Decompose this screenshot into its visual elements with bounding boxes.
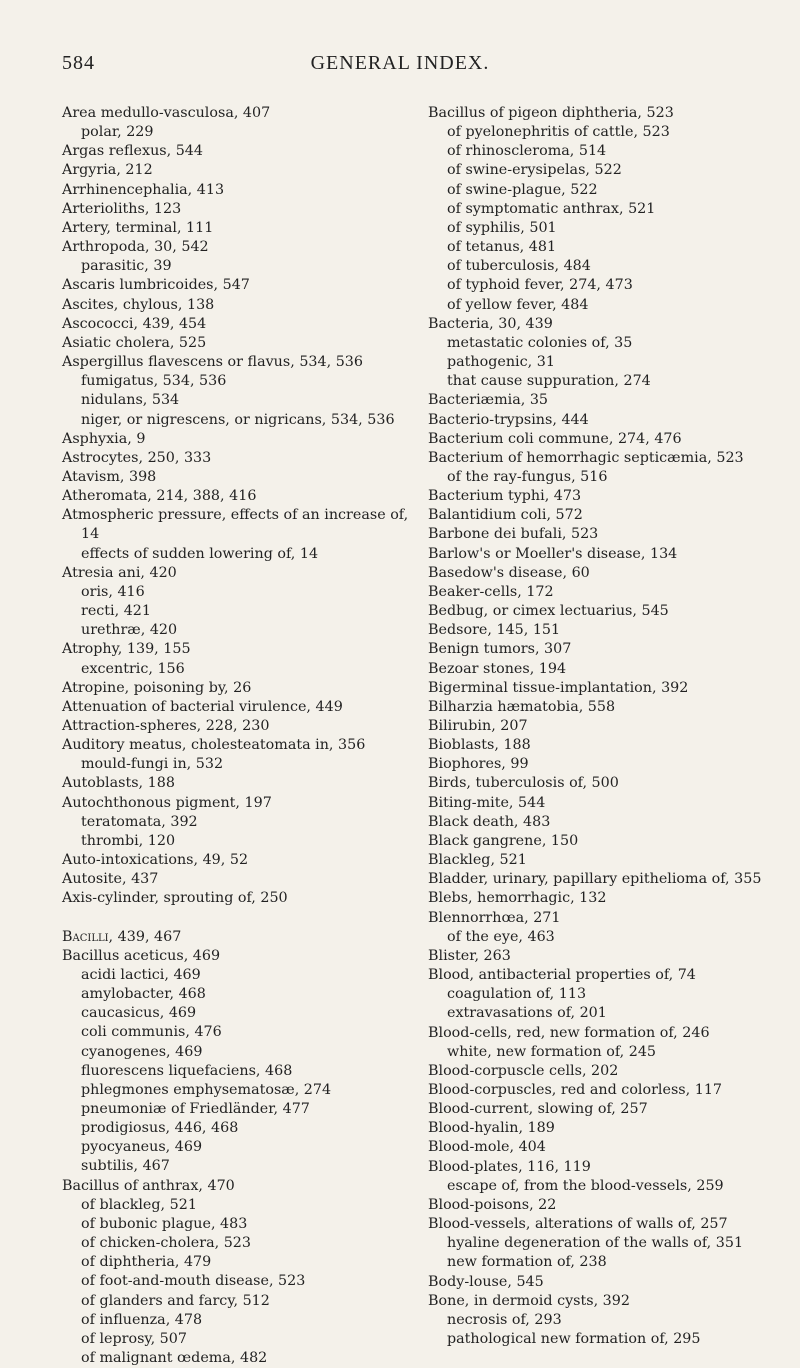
index-entry: Argas reflexus, 544 <box>62 143 203 160</box>
index-subentry: pathological new formation of, 295 <box>447 1331 701 1347</box>
index-entry: Blood-current, slowing of, 257 <box>428 1101 648 1118</box>
index-entry: Blood-poisons, 22 <box>428 1196 557 1213</box>
index-entry: Bacterio-trypsins, 444 <box>428 411 589 428</box>
index-entry: Benign tumors, 307 <box>428 641 572 658</box>
index-entry: Artery, terminal, 111 <box>62 219 214 236</box>
index-entry: Bilirubin, 207 <box>428 718 528 734</box>
index-entry: Body-louse, 545 <box>428 1273 544 1290</box>
index-entry: Blood-corpuscles, red and colorless, 117 <box>428 1081 723 1098</box>
index-subentry: of blackleg, 521 <box>81 1196 197 1213</box>
index-subentry: effects of sudden lowering of, 14 <box>81 545 319 562</box>
index-subentry: oris, 416 <box>81 583 145 600</box>
index-entry: Bone, in dermoid cysts, 392 <box>428 1292 630 1309</box>
index-entry: Blister, 263 <box>428 947 511 964</box>
index-entry: Arthropoda, 30, 542 <box>62 239 209 256</box>
index-subentry: subtilis, 467 <box>81 1158 170 1175</box>
index-entry: Ascites, chylous, 138 <box>62 296 215 313</box>
index-entry: Aspergillus flavescens or flavus, 534, 536 <box>62 354 363 371</box>
index-subentry: of pyelonephritis of cattle, 523 <box>447 124 670 141</box>
index-subentry: of swine-erysipelas, 522 <box>447 162 622 179</box>
index-entry: Bacilli, 439, 467 <box>62 928 182 945</box>
index-subentry: prodigiosus, 446, 468 <box>81 1120 239 1137</box>
index-subentry: of chicken-cholera, 523 <box>81 1235 251 1252</box>
index-entry: Bezoar stones, 194 <box>428 660 567 677</box>
index-subentry: caucasicus, 469 <box>81 1005 197 1022</box>
index-subentry: urethræ, 420 <box>81 622 178 639</box>
index-entry: Arrhinencephalia, 413 <box>62 181 225 198</box>
index-entry: Blood-hyalin, 189 <box>428 1120 555 1137</box>
index-subentry: amylobacter, 468 <box>81 986 206 1003</box>
index-entry: Basedow's disease, 60 <box>428 564 590 581</box>
index-subentry: fumigatus, 534, 536 <box>81 373 227 390</box>
section-gap <box>62 909 416 928</box>
page-number: 584 <box>62 52 95 74</box>
index-subentry: pneumoniæ of Friedländer, 477 <box>81 1100 310 1117</box>
index-entry: Ascaris lumbricoides, 547 <box>62 277 250 294</box>
index-subentry: of diphtheria, 479 <box>81 1254 212 1271</box>
index-entry: Atropine, poisoning by, 26 <box>62 679 252 696</box>
index-subentry: pathogenic, 31 <box>447 354 555 371</box>
index-entry: Biophores, 99 <box>428 756 529 773</box>
index-entry: Bilharzia hæmatobia, 558 <box>428 698 616 715</box>
index-entry: Bacillus of pigeon diphtheria, 523 <box>428 105 674 121</box>
index-entry: Bacillus of anthrax, 470 <box>62 1177 235 1194</box>
index-entry: Atmospheric pressure, effects of an increase of, 14 <box>62 507 409 543</box>
index-subentry: of bubonic plague, 483 <box>81 1215 248 1232</box>
index-entry: Bacterium of hemorrhagic septicæmia, 523 <box>428 449 744 466</box>
index-entry: Autochthonous pigment, 197 <box>62 794 272 811</box>
index-subentry: hyaline degeneration of the walls of, 351 <box>447 1235 744 1252</box>
index-subentry: of rhinoscleroma, 514 <box>447 143 607 160</box>
index-entry: Autoblasts, 188 <box>62 775 175 792</box>
index-entry: Blennorrhœa, 271 <box>428 909 561 926</box>
index-entry: Asiatic cholera, 525 <box>62 334 207 351</box>
index-subentry: pyocyaneus, 469 <box>81 1139 203 1156</box>
index-column-right <box>428 104 790 1349</box>
index-subentry: phlegmones emphysematosæ, 274 <box>81 1081 332 1098</box>
index-entry: Blood-mole, 404 <box>428 1139 546 1156</box>
index-entry: Asphyxia, 9 <box>62 430 146 447</box>
index-subentry: white, new formation of, 245 <box>447 1043 657 1060</box>
index-subentry: escape of, from the blood-vessels, 259 <box>447 1177 724 1194</box>
index-entry: Argyria, 212 <box>62 162 153 179</box>
index-subentry: parasitic, 39 <box>81 258 172 275</box>
index-entry: Bladder, urinary, papillary epithelioma of, 355 <box>428 871 762 888</box>
index-entry: Black death, 483 <box>428 813 551 830</box>
index-subentry: recti, 421 <box>81 603 151 620</box>
index-subentry: that cause suppuration, 274 <box>447 373 651 390</box>
index-entry: Black gangrene, 150 <box>428 832 579 849</box>
index-entry: Astrocytes, 250, 333 <box>62 449 212 466</box>
index-subentry: coagulation of, 113 <box>447 986 587 1003</box>
running-title: GENERAL INDEX. <box>310 52 490 74</box>
index-subentry: niger, or nigrescens, or nigricans, 534, 536 <box>81 411 395 428</box>
index-subentry: of foot-and-mouth disease, 523 <box>81 1273 306 1290</box>
index-entry: Bedsore, 145, 151 <box>428 622 561 639</box>
index-entry: Blackleg, 521 <box>428 852 527 869</box>
index-subentry: nidulans, 534 <box>81 392 180 409</box>
index-subentry: of symptomatic anthrax, 521 <box>447 200 656 217</box>
index-entry: Biting-mite, 544 <box>428 794 546 811</box>
index-entry: Bacterium coli commune, 274, 476 <box>428 430 682 447</box>
index-entry: Attraction-spheres, 228, 230 <box>62 718 270 734</box>
index-subentry: fluorescens liquefaciens, 468 <box>81 1062 293 1079</box>
index-entry: Bacteria, 30, 439 <box>428 315 553 332</box>
index-subentry: metastatic colonies of, 35 <box>447 334 633 351</box>
index-subentry: of tuberculosis, 484 <box>447 258 591 275</box>
index-entry: Blood-vessels, alterations of walls of, 257 <box>428 1216 728 1233</box>
index-entry: Autosite, 437 <box>62 871 159 888</box>
index-entry: Beaker-cells, 172 <box>428 583 554 600</box>
index-subentry: of malignant œdema, 482 <box>81 1350 268 1366</box>
index-column-left <box>62 104 416 1368</box>
index-subentry: of syphilis, 501 <box>447 219 557 236</box>
index-subentry: extravasations of, 201 <box>447 1005 607 1022</box>
index-entry: Blood-plates, 116, 119 <box>428 1158 591 1175</box>
index-subentry: of yellow fever, 484 <box>447 296 589 313</box>
index-entry: Birds, tuberculosis of, 500 <box>428 775 619 792</box>
index-entry: Atheromata, 214, 388, 416 <box>62 488 257 505</box>
index-entry: Barbone dei bufali, 523 <box>428 526 599 543</box>
index-entry: Auditory meatus, cholesteatomata in, 356 <box>62 737 366 754</box>
index-entry: Balantidium coli, 572 <box>428 507 583 524</box>
index-subentry: mould-fungi in, 532 <box>81 756 224 773</box>
index-subentry: new formation of, 238 <box>447 1254 607 1271</box>
index-subentry: of leprosy, 507 <box>81 1330 187 1347</box>
index-entry: Atresia ani, 420 <box>62 564 177 581</box>
index-subentry: polar, 229 <box>81 124 154 141</box>
index-entry: Axis-cylinder, sprouting of, 250 <box>62 890 288 907</box>
index-entry: Area medullo-vasculosa, 407 <box>62 105 271 121</box>
index-entry: Bacteriæmia, 35 <box>428 392 549 409</box>
index-subentry: teratomata, 392 <box>81 813 198 830</box>
index-subentry: of the ray-fungus, 516 <box>447 468 608 485</box>
index-entry: Blood-cells, red, new formation of, 246 <box>428 1024 710 1041</box>
index-entry: Ascococci, 439, 454 <box>62 315 207 332</box>
page-header <box>62 52 738 82</box>
index-entry: Bacillus aceticus, 469 <box>62 947 221 964</box>
index-entry: Blood, antibacterial properties of, 74 <box>428 967 696 984</box>
index-entry: Bacterium typhi, 473 <box>428 488 582 505</box>
index-subentry: cyanogenes, 469 <box>81 1043 203 1060</box>
index-entry: Auto-intoxications, 49, 52 <box>62 852 249 869</box>
index-subentry: of swine-plague, 522 <box>447 181 598 198</box>
index-entry: Attenuation of bacterial virulence, 449 <box>62 698 343 715</box>
index-subentry: of glanders and farcy, 512 <box>81 1292 270 1309</box>
index-entry: Blood-corpuscle cells, 202 <box>428 1062 619 1079</box>
index-entry: Bioblasts, 188 <box>428 737 531 754</box>
index-subentry: of influenza, 478 <box>81 1311 203 1328</box>
index-entry: Bigerminal tissue-implantation, 392 <box>428 679 689 696</box>
index-subentry: coli communis, 476 <box>81 1024 222 1041</box>
index-entry: Atrophy, 139, 155 <box>62 641 191 658</box>
index-entry: Atavism, 398 <box>62 468 157 485</box>
index-entry: Bedbug, or cimex lectuarius, 545 <box>428 603 669 620</box>
index-entry: Arterioliths, 123 <box>62 200 182 217</box>
index-subentry: thrombi, 120 <box>81 832 176 849</box>
index-entry: Barlow's or Moeller's disease, 134 <box>428 545 678 562</box>
index-entry: Blebs, hemorrhagic, 132 <box>428 890 607 907</box>
index-subentry: necrosis of, 293 <box>447 1311 562 1328</box>
index-subentry: of the eye, 463 <box>447 928 555 945</box>
index-subentry: acidi lactici, 469 <box>81 966 201 983</box>
index-subentry: of tetanus, 481 <box>447 239 557 256</box>
index-subentry: excentric, 156 <box>81 660 185 677</box>
index-subentry: of typhoid fever, 274, 473 <box>447 277 633 294</box>
